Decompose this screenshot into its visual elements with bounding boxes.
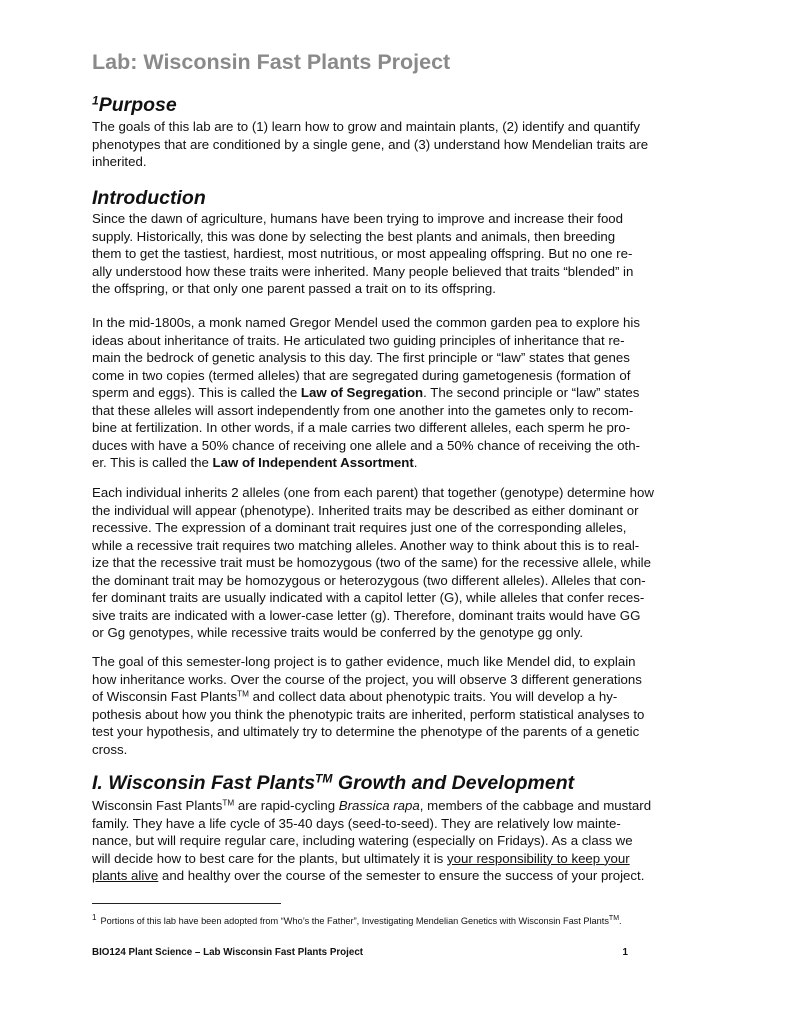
- footnote: 1 Portions of this lab have been adopted from “Who’s the Father”, Investigating Mendelian Genetics with Wisconsin Fast Plants™.: [92, 913, 622, 926]
- intro-paragraph-1: Since the dawn of agriculture, humans have been trying to improve and increase their food supply. Historically, this was done by selecting the best plants and animals, then breeding them to get the tastiest, hardiest, most nutritious, or most appealing offspring. But no one re- ally understood how these traits were inherited. Many people believed that traits “blended” in the offspring, or that only one parent passed a trait on to its offspring.: [92, 211, 634, 296]
- intro-paragraph-4: The goal of this semester-long project is to gather evidence, much like Mendel did, to explain how inheritance works. Over the course of the project, you will observe 3 different generations of Wisconsin Fast Plants™ and collect data about phenotypic traits. You will develop a hy- pothesis about how you think the phenotypic traits are inherited, perform statistical analyses to test your hypothesis, and ultimately try to determine the phenotype of the parents of a genetic cross.: [92, 654, 645, 757]
- section-1-heading: I. Wisconsin Fast Plants™ Growth and Development: [92, 771, 575, 794]
- introduction-heading: Introduction: [92, 187, 206, 209]
- page-number: 1: [622, 947, 628, 958]
- plants-alive-emphasis: plants alive: [92, 868, 159, 883]
- intro-paragraph-3: Each individual inherits 2 alleles (one from each parent) that together (genotype) determine how the individual will appear (phenotype). Inherited traits may be described as either dominant or recessive. The expression of a dominant trait requires just one of the corresponding alleles, while a recessive trait requires two matching alleles. Another way to think about this is to real- ize that the recessive trait must be homozygous (two of the same) for the recessive allele, while the dominant trait may be homozygous or heterozygous (two different alleles). Alleles that con- fer dominant traits are usually indicated with a capitol letter (G), while alleles that confer reces- sive traits are indicated with a lower-case letter (g). Therefore, dominant traits would have GG or Gg genotypes, while recessive traits would be conferred by the genotype gg only.: [92, 485, 654, 640]
- intro-paragraph-2: In the mid-1800s, a monk named Gregor Mendel used the common garden pea to explore his ideas about inheritance of traits. He articulated two guiding principles of inheritance that re- main the bedrock of genetic analysis to this day. The first principle or “law” states that genes come in two copies (termed alleles) that are segregated during gametogenesis (formation of sperm and eggs). This is called the Law of Segregation. The second principle or “law” states that these alleles will assort independently from one another into the gametes only to recom- bine at fertilization. In other words, if a male carries two different alleles, each sperm he pro- duces with have a 50% chance of receiving one allele and a 50% chance of receiving the oth- er. This is called the Law of Independent Assortment.: [92, 315, 641, 470]
- responsibility-emphasis: your responsibility to keep your: [446, 850, 630, 866]
- footnote-reference[interactable]: 1: [92, 93, 99, 108]
- page-footer: [92, 947, 628, 958]
- law-of-segregation: Law of Segregation: [300, 385, 424, 400]
- footer-course-title: BIO124 Plant Science – Lab Wisconsin Fast Plants Project: [92, 947, 364, 958]
- section-1-paragraph: Wisconsin Fast Plants™ are rapid-cycling Brassica rapa, members of the cabbage and mustard family. They have a life cycle of 35-40 days (seed-to-seed). They are relatively low mainte- nance, but will require regular care, including watering (especially on Fridays). As a class we will decide how to best care for the plants, but ultimately it is your responsibility to keep your plants alive and healthy over the course of the semester to ensure the success of your project.: [92, 798, 652, 883]
- document-title: Lab: Wisconsin Fast Plants Project: [92, 50, 451, 74]
- law-of-independent-assortment: Law of Independent Assortment: [212, 455, 414, 470]
- purpose-heading: $^1$Purpose: [92, 93, 177, 116]
- footnote-divider: [92, 903, 281, 904]
- footnote-number: 1: [92, 913, 97, 922]
- purpose-paragraph: The goals of this lab are to (1) learn how to grow and maintain plants, (2) identify and quantify phenotypes that are conditioned by a single gene, and (3) understand how Mendelian traits are inherited.: [92, 119, 649, 169]
